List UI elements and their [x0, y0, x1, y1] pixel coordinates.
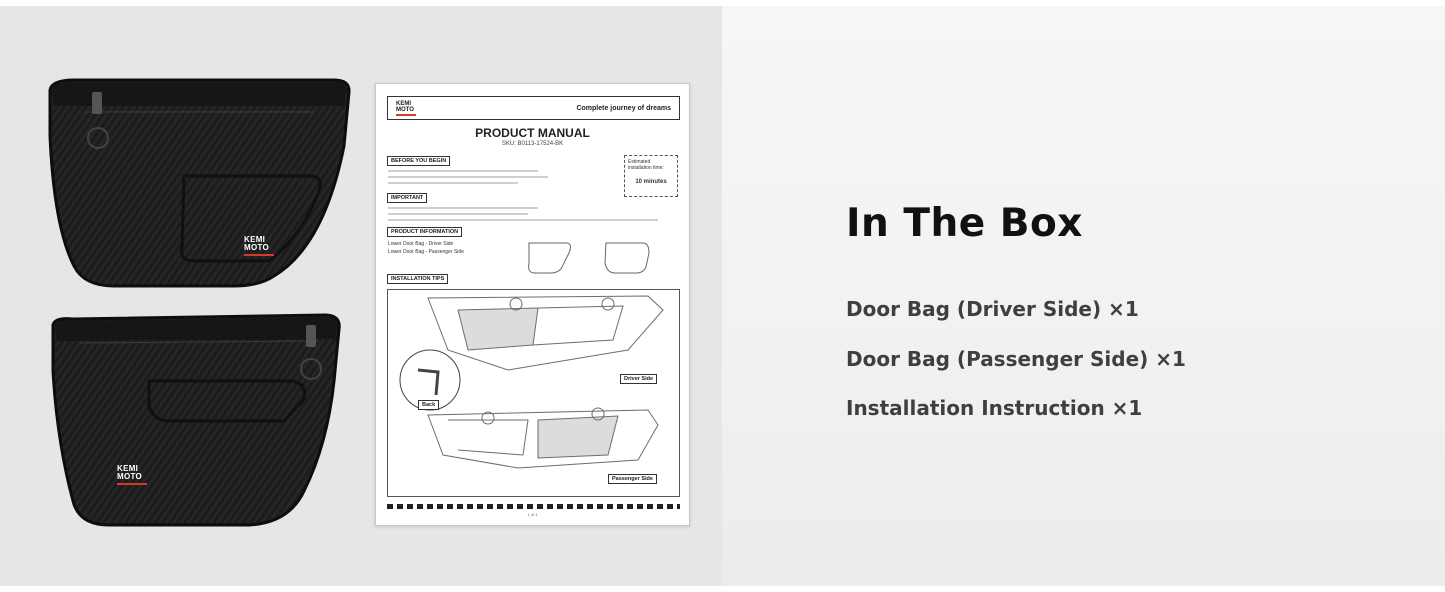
box-item-passenger-bag: Door Bag (Passenger Side) ×1 — [846, 346, 1186, 371]
manual-brand-logo — [396, 101, 416, 116]
bag-logo-line1: KEMI — [244, 235, 266, 244]
manual-install-time — [624, 155, 678, 197]
manual-sku: SKU: B0113-17524-BK — [501, 141, 564, 147]
bag-logo-line2: MOTO — [244, 243, 270, 252]
manual-time-value: 10 minutes — [635, 179, 667, 185]
bag-logo — [244, 236, 274, 256]
box-item-driver-bag: Door Bag (Driver Side) ×1 — [846, 297, 1139, 321]
manual-parts-diagram — [511, 239, 681, 279]
manual-section-important: IMPORTANT — [387, 193, 427, 203]
manual-part-1: Lower Door Bag - Driver Side — [388, 241, 454, 247]
door-bag-passenger-image — [49, 311, 344, 531]
manual-brand-line2: MOTO — [396, 106, 414, 113]
manual-page-number: 1 of 1 — [527, 512, 538, 517]
manual-title: PRODUCT MANUAL — [475, 126, 590, 140]
manual-passenger-side-label: Passenger Side — [608, 474, 657, 484]
manual-section-before: BEFORE YOU BEGIN — [387, 156, 450, 166]
in-the-box-heading: In The Box — [846, 201, 1083, 246]
bag-logo-line2: MOTO — [117, 472, 143, 481]
box-item-instruction: Installation Instruction ×1 — [846, 396, 1143, 420]
bag-logo — [117, 465, 147, 485]
manual-brand-line1: KEMI — [396, 100, 411, 107]
manual-section-install-tips: INSTALLATION TIPS — [387, 274, 448, 284]
manual-driver-side-label: Driver Side — [620, 374, 657, 384]
product-manual-sheet — [375, 83, 690, 526]
box-contents-list — [846, 292, 1186, 441]
bag-logo-line1: KEMI — [117, 464, 139, 473]
manual-part-2: Lower Door Bag - Passenger Side — [388, 249, 464, 255]
manual-install-diagram — [387, 289, 680, 497]
manual-section-product-info: PRODUCT INFORMATION — [387, 227, 462, 237]
manual-footer-stripe — [387, 504, 680, 509]
manual-tagline: Complete journey of dreams — [576, 104, 671, 112]
manual-back-label: Back — [418, 400, 439, 410]
manual-time-label: Estimated installation time: — [628, 159, 664, 171]
door-bag-driver-image — [44, 76, 354, 292]
manual-header — [387, 96, 680, 120]
